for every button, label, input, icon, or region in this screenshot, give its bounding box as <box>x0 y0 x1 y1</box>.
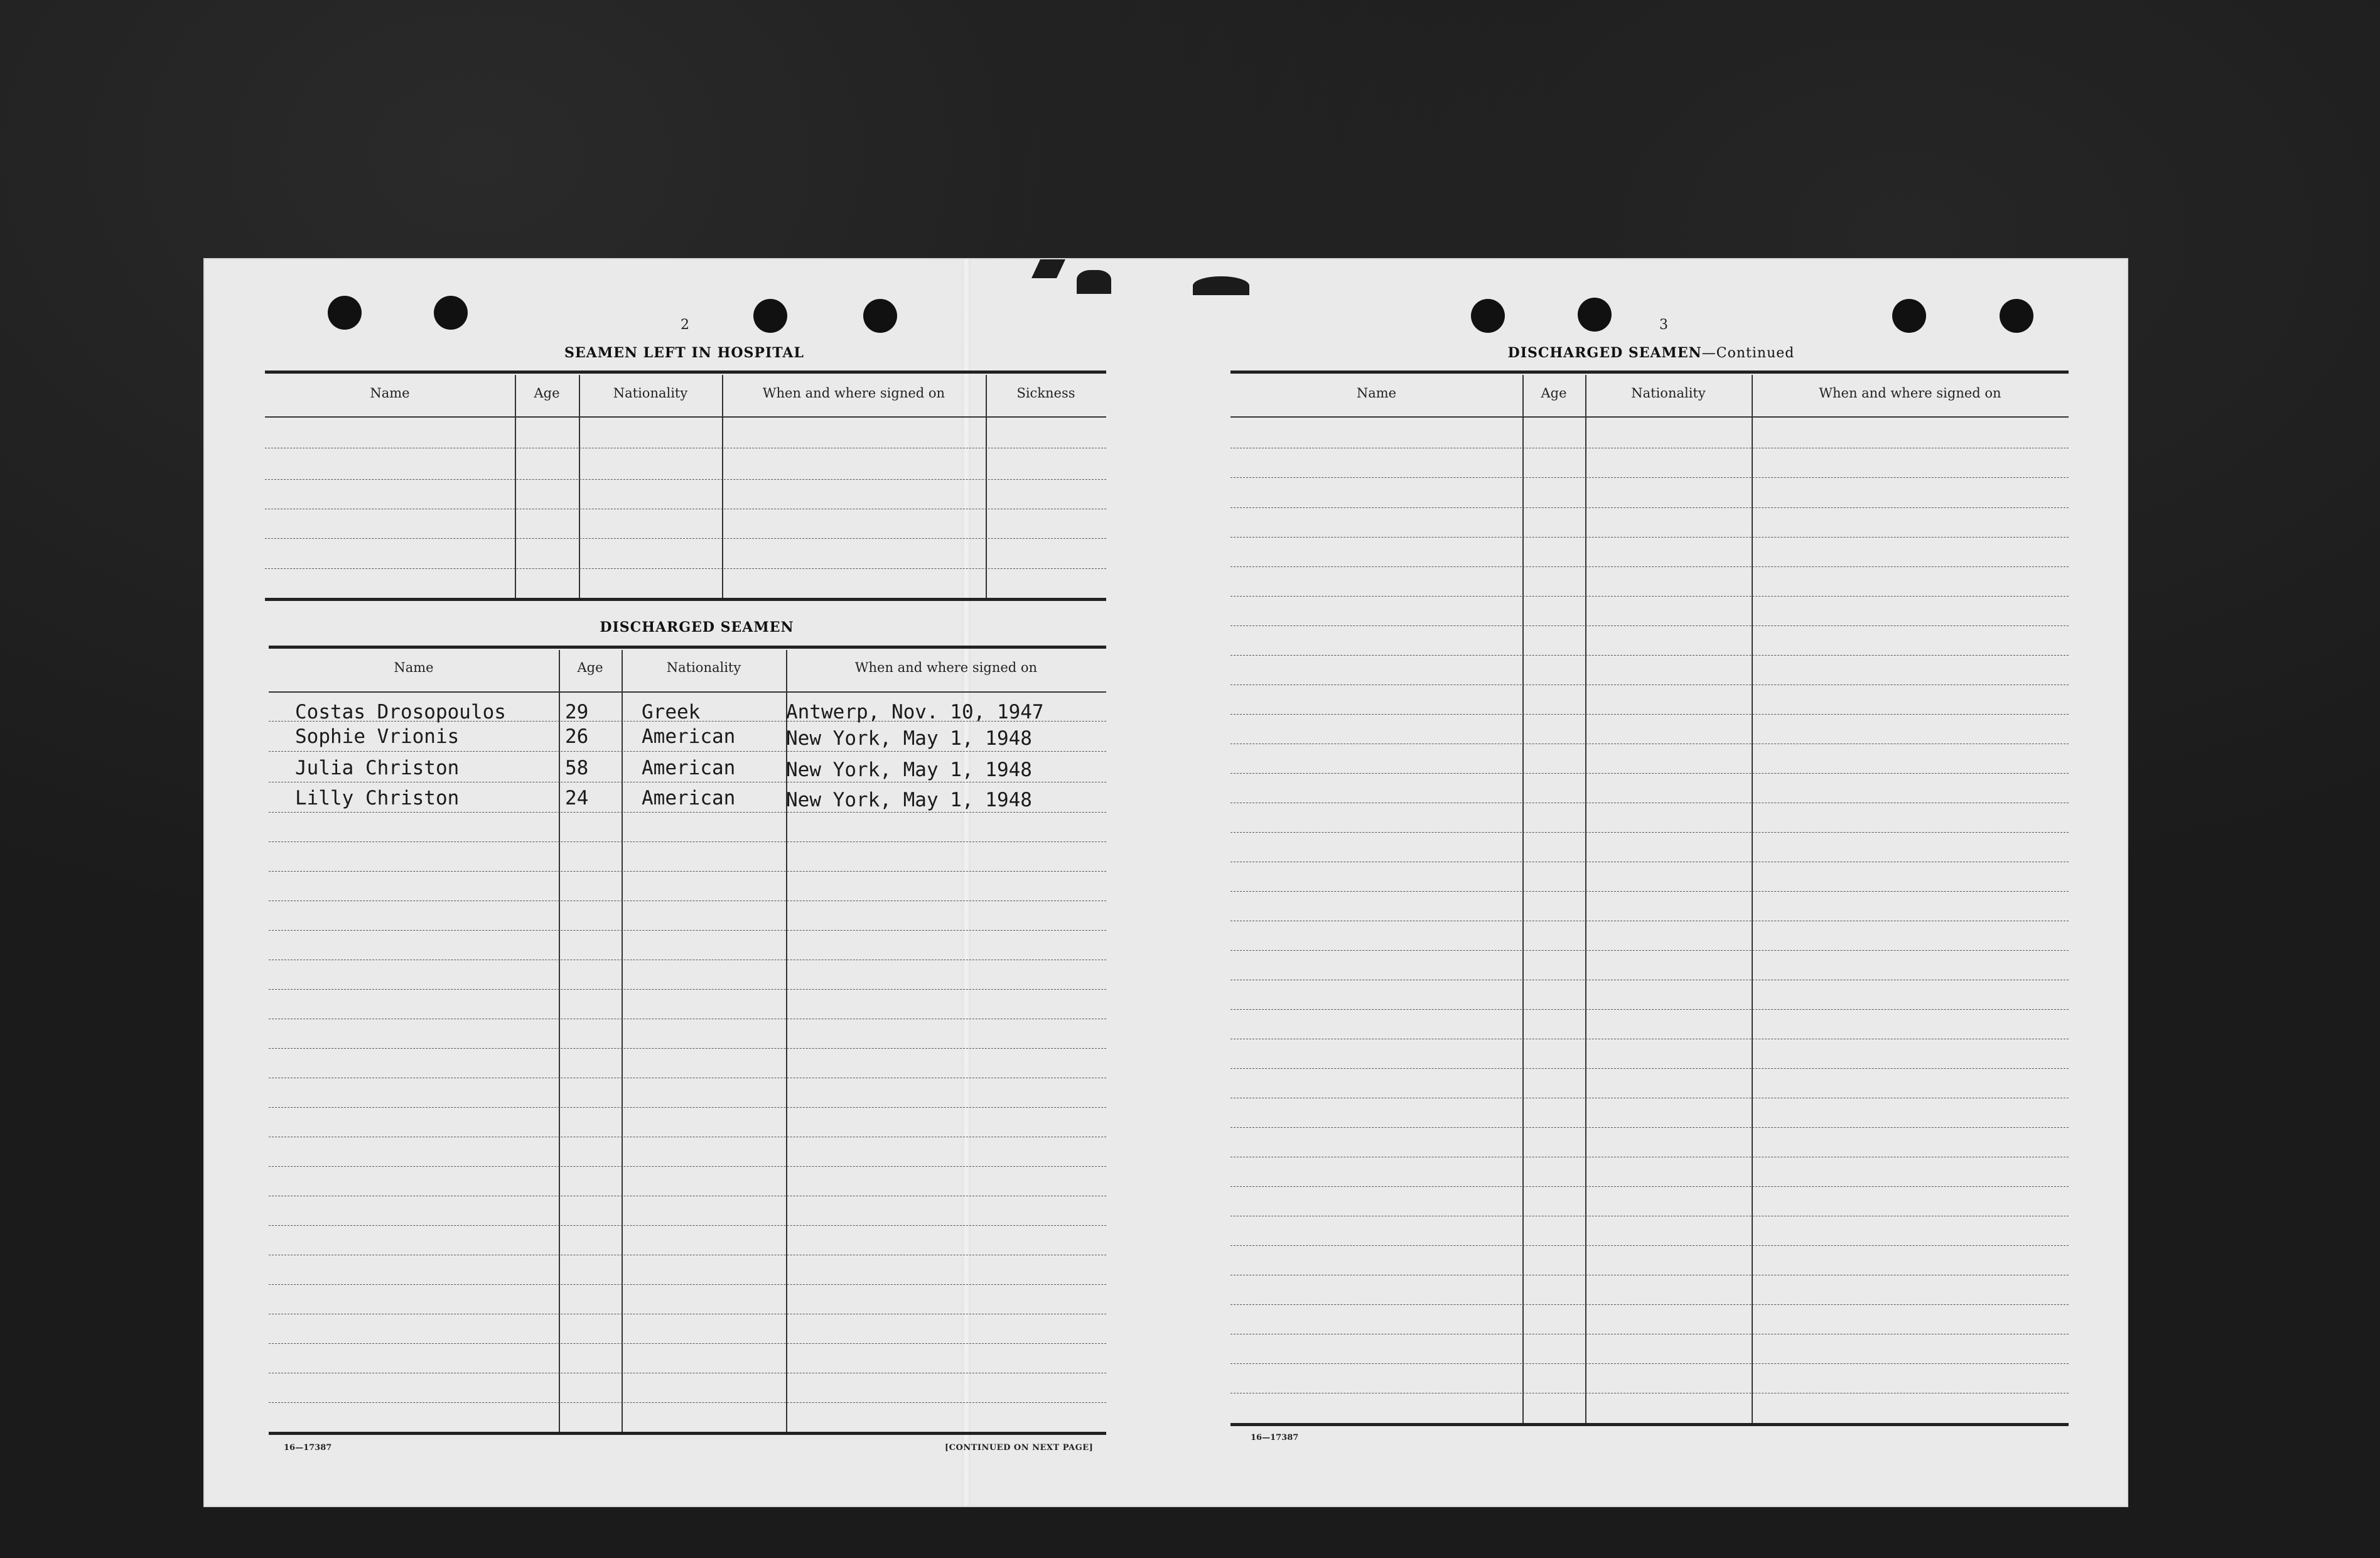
discharged-col-signed-on: When and where signed on <box>854 660 1038 675</box>
discharged-row <box>269 1225 1106 1226</box>
page-number-left: 2 <box>681 317 689 333</box>
tear-mark <box>1193 276 1249 295</box>
right-row <box>1230 1245 2069 1246</box>
discharged-row <box>269 930 1106 931</box>
hospital-col-divider <box>579 375 580 598</box>
hospital-col-sickness: Sickness <box>1016 386 1075 401</box>
right-row <box>1230 596 2069 597</box>
right-row <box>1230 537 2069 538</box>
discharged-col-age: Age <box>577 660 603 675</box>
right-header-rule <box>1230 416 2069 418</box>
right-col-signed-on: When and where signed on <box>1819 386 2001 401</box>
right-row <box>1230 1304 2069 1305</box>
right-row <box>1230 477 2069 478</box>
right-col-name: Name <box>1356 386 1397 401</box>
right-row <box>1230 655 2069 656</box>
page-number-right: 3 <box>1659 317 1668 333</box>
hospital-header-rule <box>265 416 1106 418</box>
punch-hole <box>1578 298 1612 332</box>
right-top-rule <box>1230 371 2069 374</box>
punch-hole <box>863 299 897 333</box>
discharged-section-title: DISCHARGED SEAMEN <box>600 619 794 636</box>
discharged-row <box>269 721 1106 722</box>
page-fold <box>962 259 971 1506</box>
discharged-continued-title-suffix: —Continued <box>1701 345 1795 361</box>
hospital-row <box>265 479 1106 480</box>
discharged-age-cell: 58 <box>565 757 589 779</box>
hospital-col-signed-on: When and where signed on <box>762 386 945 401</box>
right-col-divider <box>1585 375 1586 1424</box>
discharged-header-rule <box>269 691 1106 693</box>
punch-hole <box>1471 299 1505 333</box>
discharged-nationality-cell: American <box>642 725 736 748</box>
hospital-col-name: Name <box>370 386 410 401</box>
tear-mark <box>1077 270 1111 294</box>
form-code-right: 16—17387 <box>1251 1433 1299 1442</box>
hospital-col-divider <box>722 375 723 598</box>
right-row <box>1230 832 2069 833</box>
discharged-name-cell: Julia Christon <box>295 757 460 779</box>
right-row <box>1230 714 2069 715</box>
right-row <box>1230 1127 2069 1128</box>
discharged-continued-title <box>1469 345 1833 361</box>
discharged-name-cell: Lilly Christon <box>295 787 460 809</box>
hospital-col-age: Age <box>534 386 560 401</box>
right-row <box>1230 950 2069 951</box>
discharged-signed-on-cell: New York, May 1, 1948 <box>786 759 1032 781</box>
punch-hole <box>1892 299 1926 333</box>
hospital-col-nationality: Nationality <box>613 386 688 401</box>
discharged-name-cell: Costas Drosopoulos <box>295 701 506 723</box>
discharged-col-divider <box>559 650 560 1432</box>
discharged-signed-on-cell: Antwerp, Nov. 10, 1947 <box>786 701 1044 723</box>
discharged-row <box>269 871 1106 872</box>
punch-hole <box>328 296 362 330</box>
discharged-nationality-cell: American <box>642 757 736 779</box>
discharged-age-cell: 24 <box>565 787 589 809</box>
right-row <box>1230 1363 2069 1364</box>
discharged-signed-on-cell: New York, May 1, 1948 <box>786 727 1032 750</box>
continued-note: [CONTINUED ON NEXT PAGE] <box>945 1443 1094 1453</box>
hospital-row <box>265 538 1106 539</box>
hospital-section-title: SEAMEN LEFT IN HOSPITAL <box>564 345 804 361</box>
hospital-col-divider <box>986 375 987 598</box>
right-row <box>1230 1186 2069 1187</box>
discharged-row <box>269 1107 1106 1108</box>
discharged-row <box>269 1048 1106 1049</box>
punch-hole <box>753 299 787 333</box>
punch-hole <box>2000 299 2033 333</box>
right-col-age: Age <box>1541 386 1567 401</box>
right-row <box>1230 507 2069 508</box>
discharged-age-cell: 29 <box>565 701 589 723</box>
right-col-divider <box>1752 375 1753 1424</box>
right-row <box>1230 1009 2069 1010</box>
discharged-row <box>269 989 1106 990</box>
right-bottom-rule <box>1230 1423 2069 1426</box>
discharged-signed-on-cell: New York, May 1, 1948 <box>786 789 1032 811</box>
punch-hole <box>434 296 468 330</box>
right-row <box>1230 773 2069 774</box>
right-col-nationality: Nationality <box>1631 386 1706 401</box>
discharged-row <box>269 841 1106 842</box>
discharged-nationality-cell: American <box>642 787 736 809</box>
right-row <box>1230 625 2069 626</box>
hospital-row <box>265 568 1106 569</box>
discharged-bottom-rule <box>269 1432 1106 1435</box>
right-row <box>1230 684 2069 685</box>
discharged-top-rule <box>269 646 1106 649</box>
discharged-nationality-cell: Greek <box>642 701 701 723</box>
discharged-col-nationality: Nationality <box>666 660 741 675</box>
document-sheet <box>205 259 2127 1506</box>
hospital-top-rule <box>265 371 1106 374</box>
discharged-row <box>269 1343 1106 1344</box>
discharged-col-name: Name <box>394 660 434 675</box>
discharged-continued-title-main: DISCHARGED SEAMEN <box>1507 345 1702 361</box>
right-row <box>1230 891 2069 892</box>
form-code-left: 16—17387 <box>284 1443 332 1453</box>
discharged-name-cell: Sophie Vrionis <box>295 725 460 748</box>
discharged-age-cell: 26 <box>565 725 589 748</box>
right-row <box>1230 1068 2069 1069</box>
discharged-col-divider <box>622 650 623 1432</box>
hospital-col-divider <box>515 375 516 598</box>
hospital-bottom-rule <box>265 598 1106 601</box>
discharged-row <box>269 751 1106 752</box>
discharged-row <box>269 1284 1106 1285</box>
discharged-row <box>269 1166 1106 1167</box>
right-col-divider <box>1522 375 1524 1424</box>
discharged-row <box>269 812 1106 813</box>
right-row <box>1230 566 2069 567</box>
discharged-row <box>269 1402 1106 1403</box>
